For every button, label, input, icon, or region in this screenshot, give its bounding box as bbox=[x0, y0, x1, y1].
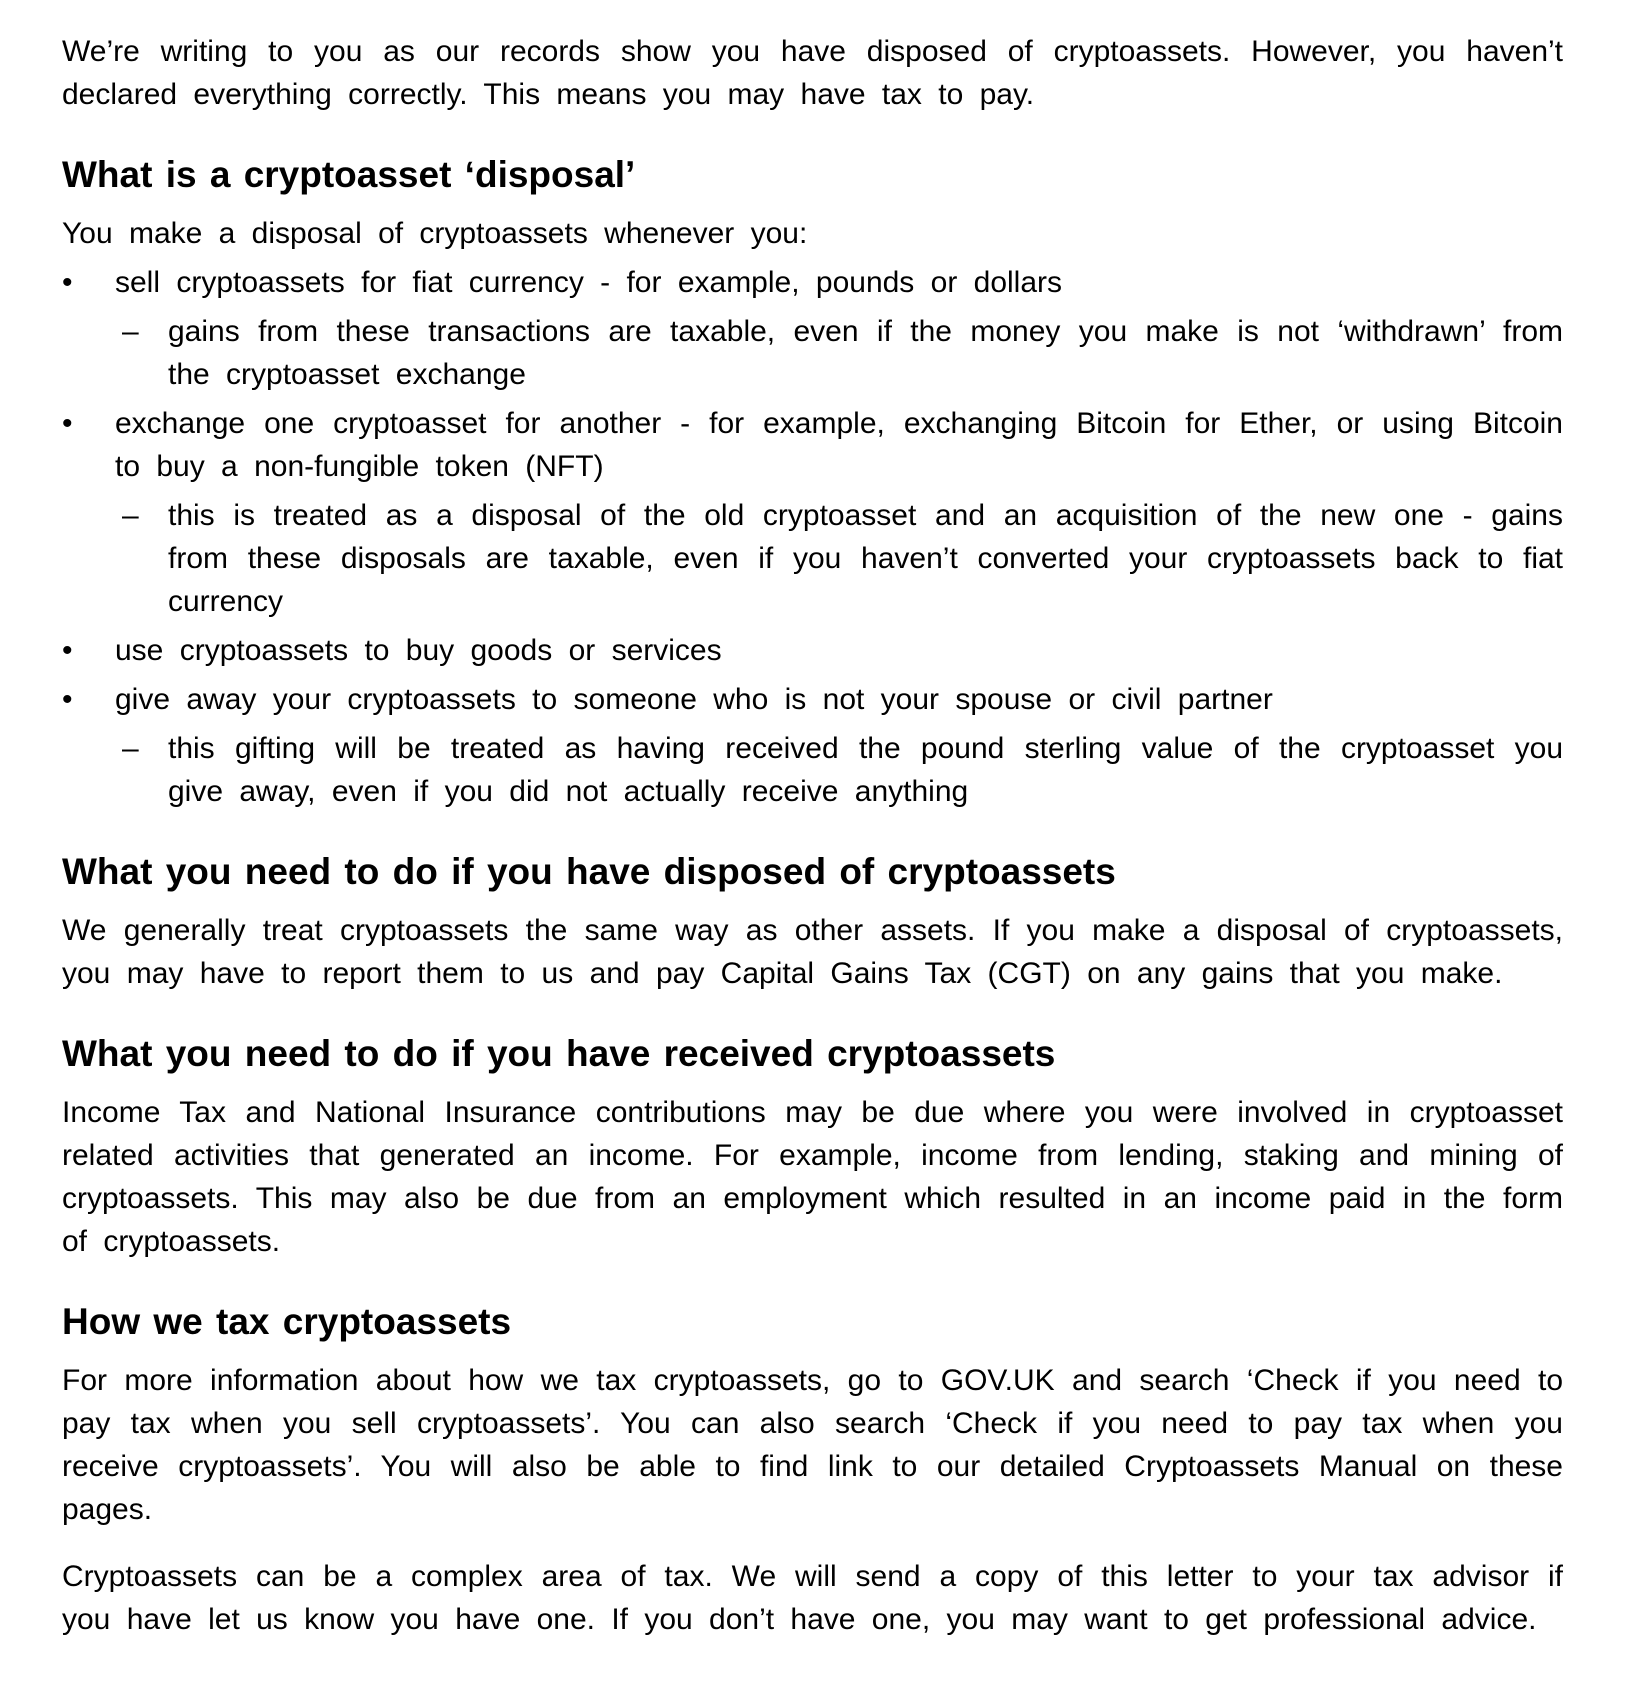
dash-icon: – bbox=[122, 732, 139, 765]
bullet-icon: • bbox=[62, 634, 73, 667]
list-item bbox=[62, 402, 1563, 488]
bullet-icon: • bbox=[62, 266, 73, 299]
bullet-icon: • bbox=[62, 407, 73, 440]
list-item-text: exchange one cryptoasset for another - for example, exchanging Bitcoin for Ether, or using Bitcoin to buy a non-fungible token (NFT) bbox=[115, 407, 1563, 483]
bullet-icon: • bbox=[62, 683, 73, 716]
list-item bbox=[62, 261, 1563, 304]
intro-paragraph: We’re writing to you as our records show you have disposed of cryptoassets. However, you haven’t declared everything correctly. This means you may have tax to pay. bbox=[62, 35, 1563, 111]
disposal-lead-paragraph: You make a disposal of cryptoassets whenever you: bbox=[62, 217, 808, 250]
list-item-text: use cryptoassets to buy goods or services bbox=[115, 634, 722, 667]
list-item bbox=[62, 678, 1563, 721]
disposal-list bbox=[62, 261, 1563, 813]
list-subitem-text: this is treated as a disposal of the old cryptoasset and an acquisition of the new one - gains from these disposals are taxable, even if you haven’t converted your cryptoassets back to fiat currency bbox=[168, 499, 1563, 618]
dash-icon: – bbox=[122, 315, 139, 348]
heading-what-is-a-cryptoasset-disposal: What is a cryptoasset ‘disposal’ bbox=[62, 154, 636, 195]
heading-disposed-of-cryptoassets: What you need to do if you have disposed of cryptoassets bbox=[62, 851, 1116, 892]
professional-advice-paragraph: Cryptoassets can be a complex area of tax. We will send a copy of this letter to your tax advisor if you have let us know you have one. If you don’t have one, you may want to get professional advice. bbox=[62, 1560, 1563, 1636]
list-subitem-text: gains from these transactions are taxable, even if the money you make is not ‘withdrawn’ from the cryptoasset exchange bbox=[168, 315, 1563, 391]
heading-how-we-tax-cryptoassets: How we tax cryptoassets bbox=[62, 1301, 512, 1342]
how-we-tax-paragraph: For more information about how we tax cryptoassets, go to GOV.UK and search ‘Check if you need to pay tax when you sell cryptoassets’. You can also search ‘Check if you need to pay tax when you receive cryptoassets’. You will also be able to find link to our detailed Cryptoassets Manual on these pages. bbox=[62, 1364, 1563, 1526]
list-subitem-text: this gifting will be treated as having received the pound sterling value of the cryptoasset you give away, even if you did not actually receive anything bbox=[168, 732, 1563, 808]
list-subitem bbox=[122, 310, 1563, 396]
heading-received-cryptoassets: What you need to do if you have received cryptoassets bbox=[62, 1033, 1056, 1074]
list-subitem bbox=[122, 494, 1563, 623]
disposed-paragraph: We generally treat cryptoassets the same way as other assets. If you make a disposal of cryptoassets, you may have to report them to us and pay Capital Gains Tax (CGT) on any gains that you make. bbox=[62, 914, 1563, 990]
list-subitem bbox=[122, 727, 1563, 813]
dash-icon: – bbox=[122, 499, 139, 532]
list-item-text: give away your cryptoassets to someone who is not your spouse or civil partner bbox=[115, 683, 1273, 716]
list-item-text: sell cryptoassets for fiat currency - for example, pounds or dollars bbox=[115, 266, 1063, 299]
received-paragraph: Income Tax and National Insurance contributions may be due where you were involved in cryptoasset related activities that generated an income. For example, income from lending, staking and mining of cryptoassets. This may also be due from an employment which resulted in an income paid in the form of cryptoassets. bbox=[62, 1096, 1563, 1258]
list-item bbox=[62, 629, 1563, 672]
